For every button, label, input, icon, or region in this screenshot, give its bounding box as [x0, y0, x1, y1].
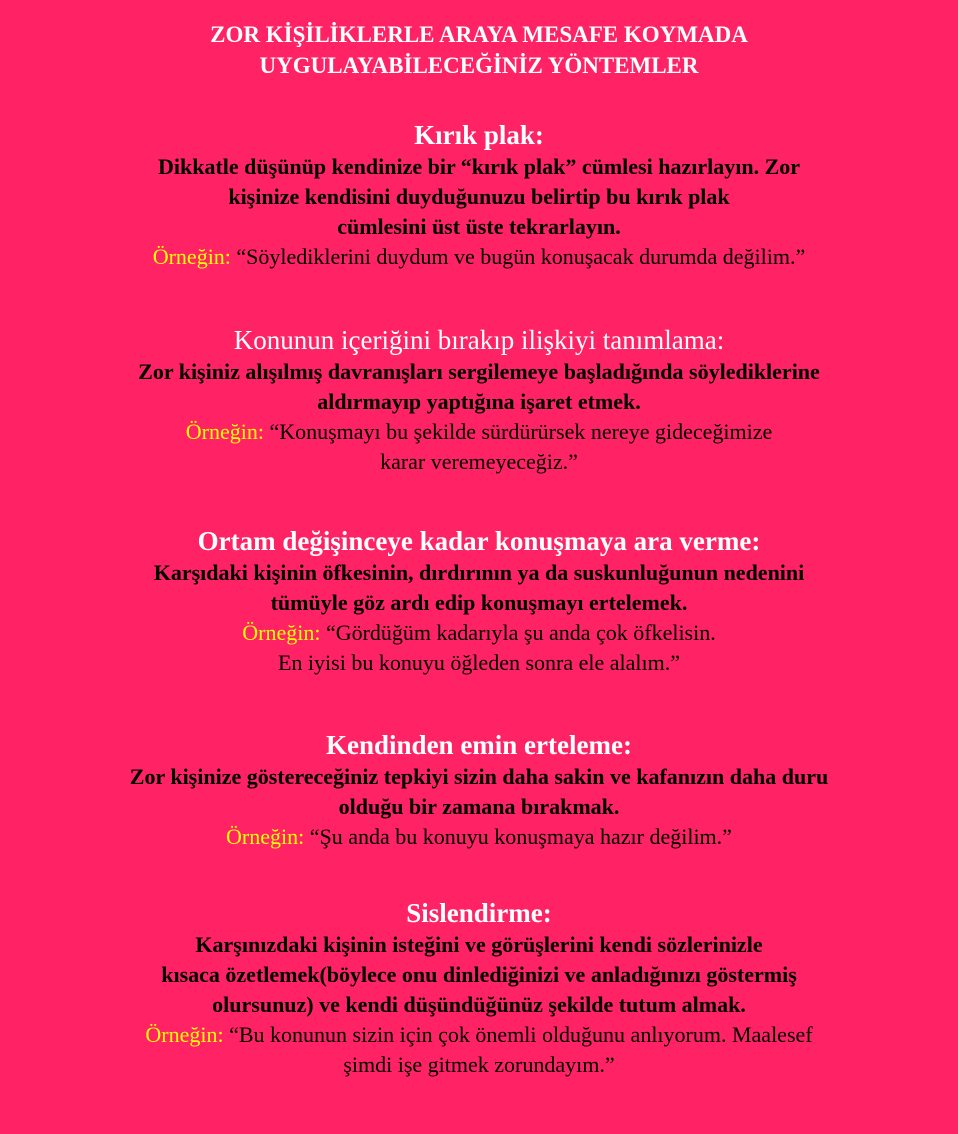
description-line: aldırmayıp yaptığına işaret etmek. [317, 389, 641, 414]
example-text: “Bu konunun sizin için çok önemli olduğunu anlıyorum. Maalesef [229, 1022, 813, 1047]
section-example [0, 242, 958, 272]
section-sislendirme [0, 896, 958, 1080]
description-line: kişinize kendisini duyduğunuzu belirtip bu kırık plak [228, 184, 730, 209]
example-text: “Söylediklerini duydum ve bugün konuşacak durumda değilim.” [236, 244, 806, 269]
description-line: Zor kişinize göstereceğiniz tepkiyi sizin daha sakin ve kafanızın daha duru [129, 764, 829, 789]
section-heading: Kırık plak: [414, 120, 544, 150]
description-line: olduğu bir zamana bırakmak. [338, 794, 620, 819]
example-label: Örneğin: [226, 824, 305, 849]
section-example [0, 618, 958, 678]
section-description [0, 357, 958, 417]
title-line: UYGULAYABİLECEĞİNİZ YÖNTEMLER [259, 53, 699, 78]
example-text: “Şu anda bu konuyu konuşmaya hazır değilim.” [309, 824, 732, 849]
description-line: kısaca özetlemek(böylece onu dinlediğinizi ve anladığınızı göstermiş [161, 962, 797, 987]
section-heading: Ortam değişinceye kadar konuşmaya ara verme: [197, 526, 761, 556]
description-line: cümlesini üst üste tekrarlayın. [337, 214, 621, 239]
description-line: Zor kişiniz alışılmış davranışları sergilemeye başladığında söylediklerine [138, 359, 820, 384]
description-line: tümüyle göz ardı edip konuşmayı ertelemek. [270, 590, 688, 615]
example-label: Örneğin: [242, 620, 321, 645]
section-description [0, 930, 958, 1020]
section-iliskiyi-tanimlama [0, 323, 958, 477]
section-description [0, 152, 958, 242]
page-title [0, 19, 958, 81]
example-label: Örneğin: [152, 244, 231, 269]
example-text: karar veremeyeceğiz.” [380, 449, 578, 474]
section-example [0, 417, 958, 477]
example-text: “Gördüğüm kadarıyla şu anda çok öfkelisin. [325, 620, 716, 645]
example-text: “Konuşmayı bu şekilde sürdürürsek nereye gideceğimize [269, 419, 773, 444]
section-description [0, 762, 958, 822]
description-line: Karşınızdaki kişinin isteğini ve görüşlerini kendi sözlerinizle [195, 932, 763, 957]
description-line: olursunuz) ve kendi düşündüğünüz şekilde tutum almak. [212, 992, 746, 1017]
section-description [0, 558, 958, 618]
section-ara-verme [0, 524, 958, 678]
example-text: En iyisi bu konuyu öğleden sonra ele alalım.” [277, 650, 680, 675]
title-line: ZOR KİŞİLİKLERLE ARAYA MESAFE KOYMADA [210, 22, 748, 47]
example-label: Örneğin: [185, 419, 264, 444]
section-emin-erteleme [0, 728, 958, 852]
section-heading: Kendinden emin erteleme: [326, 730, 632, 760]
section-heading: Konunun içeriğini bırakıp ilişkiyi tanımlama: [233, 325, 725, 355]
section-example [0, 1020, 958, 1080]
section-heading: Sislendirme: [406, 898, 552, 928]
example-label: Örneğin: [145, 1022, 224, 1047]
example-text: şimdi işe gitmek zorundayım.” [343, 1052, 615, 1077]
description-line: Dikkatle düşünüp kendinize bir “kırık plak” cümlesi hazırlayın. Zor [157, 154, 801, 179]
description-line: Karşıdaki kişinin öfkesinin, dırdırının ya da suskunluğunun nedenini [153, 560, 805, 585]
section-example [0, 822, 958, 852]
section-kirik-plak [0, 118, 958, 272]
